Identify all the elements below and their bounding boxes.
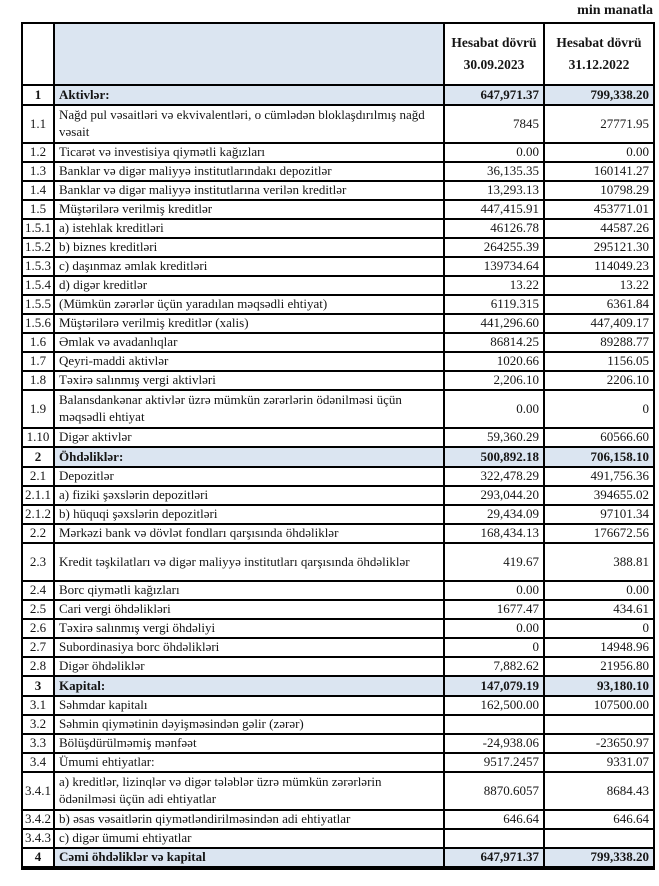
row-value-previous: 394655.02 (544, 486, 654, 505)
row-value-previous: 453771.01 (544, 200, 654, 219)
row-value-current: 500,892.18 (444, 447, 544, 467)
table-row (22, 238, 654, 257)
row-label: Balansdankənar aktivlər üzrə mümkün zərərlərin ödənilməsi üçün məqsədli ehtiyat (54, 390, 444, 428)
row-number: 2.5 (22, 600, 54, 619)
row-label: Ticarət və investisiya qiymətli kağızları (54, 143, 444, 162)
table-row (22, 105, 654, 143)
row-number: 2.1 (22, 467, 54, 486)
row-number: 4 (22, 848, 54, 868)
row-value-previous: 107500.00 (544, 696, 654, 715)
table-body (22, 85, 654, 868)
row-number: 2.2 (22, 524, 54, 543)
table-row (22, 505, 654, 524)
row-label: Cari vergi öhdəlikləri (54, 600, 444, 619)
row-value-previous: 13.22 (544, 276, 654, 295)
row-number: 2.8 (22, 657, 54, 676)
row-label: Digər öhdəliklər (54, 657, 444, 676)
row-label: Müştərilərə verilmiş kreditlər (xalis) (54, 314, 444, 333)
row-label: Subordinasiya borc öhdəlikləri (54, 638, 444, 657)
table-row (22, 447, 654, 467)
row-number: 2.1.1 (22, 486, 54, 505)
row-value-current: 647,971.37 (444, 85, 544, 105)
row-number: 1.10 (22, 428, 54, 447)
row-label: (Mümkün zərərlər üçün yaradılan məqsədli ehtiyat) (54, 295, 444, 314)
row-label: Müştərilərə verilmiş kreditlər (54, 200, 444, 219)
row-number: 3.3 (22, 734, 54, 753)
row-label: Mərkəzi bank və dövlət fondları qarşısında öhdəliklər (54, 524, 444, 543)
row-value-previous: 21956.80 (544, 657, 654, 676)
row-label: a) fiziki şəxslərin depozitləri (54, 486, 444, 505)
row-value-current: 322,478.29 (444, 467, 544, 486)
row-label: d) digər kreditlər (54, 276, 444, 295)
table-row (22, 734, 654, 753)
row-value-current: 29,434.09 (444, 505, 544, 524)
row-value-current: 147,079.19 (444, 676, 544, 696)
table-row (22, 390, 654, 428)
row-number: 3.4.2 (22, 810, 54, 829)
row-label: c) digər ümumi ehtiyatlar (54, 829, 444, 848)
row-number: 2.1.2 (22, 505, 54, 524)
table-row (22, 638, 654, 657)
row-value-current (444, 715, 544, 734)
table-row (22, 848, 654, 868)
row-value-previous: 295121.30 (544, 238, 654, 257)
row-value-previous: 8684.43 (544, 772, 654, 810)
row-number: 2.7 (22, 638, 54, 657)
row-label: b) əsas vəsaitlərin qiymətləndirilməsindən adi ehtiyatlar (54, 810, 444, 829)
row-value-current: 162,500.00 (444, 696, 544, 715)
row-label: Depozitlər (54, 467, 444, 486)
row-value-current (444, 829, 544, 848)
row-value-previous: 0.00 (544, 143, 654, 162)
row-value-previous: 491,756.36 (544, 467, 654, 486)
row-number: 3.4.1 (22, 772, 54, 810)
row-value-current: 6119.315 (444, 295, 544, 314)
row-value-previous: 44587.26 (544, 219, 654, 238)
row-label: b) hüquqi şəxslərin depozitləri (54, 505, 444, 524)
row-value-current: 441,296.60 (444, 314, 544, 333)
table-row (22, 524, 654, 543)
row-number: 1.8 (22, 371, 54, 390)
table-row (22, 200, 654, 219)
row-number: 1.5.3 (22, 257, 54, 276)
header-period-previous (544, 23, 654, 85)
row-number: 1.5.5 (22, 295, 54, 314)
table-row (22, 600, 654, 619)
row-label: Öhdəliklər: (54, 447, 444, 467)
table-row (22, 85, 654, 105)
row-value-previous: 799,338.20 (544, 85, 654, 105)
row-value-current: 0.00 (444, 581, 544, 600)
row-label: b) biznes kreditləri (54, 238, 444, 257)
row-number: 3 (22, 676, 54, 696)
table-row (22, 257, 654, 276)
row-value-previous: 0.00 (544, 581, 654, 600)
row-value-previous: 14948.96 (544, 638, 654, 657)
row-value-previous: 6361.84 (544, 295, 654, 314)
row-label: Təxirə salınmış vergi aktivləri (54, 371, 444, 390)
row-value-current: 59,360.29 (444, 428, 544, 447)
row-label: Borc qiymətli kağızları (54, 581, 444, 600)
row-value-current: 139734.64 (444, 257, 544, 276)
table-row (22, 371, 654, 390)
row-value-previous (544, 715, 654, 734)
table-row (22, 162, 654, 181)
row-number: 3.1 (22, 696, 54, 715)
row-value-previous: 89288.77 (544, 333, 654, 352)
balance-sheet-table (21, 22, 655, 870)
table-row (22, 696, 654, 715)
row-value-current: 419.67 (444, 543, 544, 581)
row-number: 1.2 (22, 143, 54, 162)
table-row (22, 486, 654, 505)
row-value-previous: 434.61 (544, 600, 654, 619)
row-value-previous: 176672.56 (544, 524, 654, 543)
table-row (22, 543, 654, 581)
row-label: Əmlak və avadanlıqlar (54, 333, 444, 352)
row-value-previous: 27771.95 (544, 105, 654, 143)
period-label-current: Hesabat dövrü (451, 35, 537, 51)
row-number: 1.3 (22, 162, 54, 181)
row-number: 3.2 (22, 715, 54, 734)
row-value-previous: 9331.07 (544, 753, 654, 772)
row-value-current: 13,293.13 (444, 181, 544, 200)
row-value-current: 647,971.37 (444, 848, 544, 868)
row-label: c) daşınmaz əmlak kreditləri (54, 257, 444, 276)
row-value-current: 36,135.35 (444, 162, 544, 181)
table-row (22, 143, 654, 162)
table-row (22, 428, 654, 447)
row-value-previous: 799,338.20 (544, 848, 654, 868)
table-row (22, 772, 654, 810)
table-row (22, 676, 654, 696)
table-row (22, 295, 654, 314)
row-number: 2.6 (22, 619, 54, 638)
row-value-current: 9517.2457 (444, 753, 544, 772)
header-row (22, 23, 654, 85)
row-value-current: 0 (444, 638, 544, 657)
row-value-current: 7,882.62 (444, 657, 544, 676)
row-label: Cəmi öhdəliklər və kapital (54, 848, 444, 868)
table-row (22, 314, 654, 333)
row-number: 1.5.1 (22, 219, 54, 238)
row-value-previous: 114049.23 (544, 257, 654, 276)
row-number: 1.7 (22, 352, 54, 371)
row-number: 2.4 (22, 581, 54, 600)
row-value-current: 646.64 (444, 810, 544, 829)
row-value-current: 264255.39 (444, 238, 544, 257)
table-row (22, 753, 654, 772)
row-number: 1.9 (22, 390, 54, 428)
row-value-previous: 388.81 (544, 543, 654, 581)
table-row (22, 219, 654, 238)
row-value-previous: 0 (544, 390, 654, 428)
row-value-previous: 60566.60 (544, 428, 654, 447)
row-value-current: 0.00 (444, 143, 544, 162)
table-row (22, 810, 654, 829)
row-value-current: 13.22 (444, 276, 544, 295)
row-number: 1.1 (22, 105, 54, 143)
row-label: Səhmin qiymətinin dəyişməsindən gəlir (zərər) (54, 715, 444, 734)
unit-label: min manatla (577, 3, 653, 18)
row-label: Nağd pul vəsaitləri və ekvivalentləri, o cümlədən bloklaşdırılmış nağd vəsait (54, 105, 444, 143)
row-value-current: 0.00 (444, 390, 544, 428)
row-value-current: 1677.47 (444, 600, 544, 619)
row-number: 1.5.2 (22, 238, 54, 257)
row-value-current: -24,938.06 (444, 734, 544, 753)
row-label: Bölüşdürülməmiş mənfəət (54, 734, 444, 753)
row-label: Aktivlər: (54, 85, 444, 105)
row-value-current: 1020.66 (444, 352, 544, 371)
row-value-previous: 97101.34 (544, 505, 654, 524)
row-value-previous: 10798.29 (544, 181, 654, 200)
row-value-previous: 706,158.10 (544, 447, 654, 467)
row-value-previous: -23650.97 (544, 734, 654, 753)
table-row (22, 467, 654, 486)
row-label: Banklar və digər maliyyə institutlarındakı depozitlər (54, 162, 444, 181)
header-number-cell (22, 23, 54, 85)
row-value-current: 7845 (444, 105, 544, 143)
row-value-previous: 646.64 (544, 810, 654, 829)
table-row (22, 581, 654, 600)
row-label: Təxirə salınmış vergi öhdəliyi (54, 619, 444, 638)
row-value-previous: 160141.27 (544, 162, 654, 181)
row-number: 1 (22, 85, 54, 105)
row-value-current: 293,044.20 (444, 486, 544, 505)
table-row (22, 619, 654, 638)
row-number: 2 (22, 447, 54, 467)
row-number: 1.6 (22, 333, 54, 352)
period-date-current: 30.09.2023 (463, 57, 525, 72)
period-label-previous: Hesabat dövrü (556, 35, 642, 51)
table-row (22, 333, 654, 352)
row-value-current: 8870.6057 (444, 772, 544, 810)
row-label: Səhmdar kapitalı (54, 696, 444, 715)
row-number: 1.5.6 (22, 314, 54, 333)
period-date-previous: 31.12.2022 (568, 57, 630, 72)
table-row (22, 657, 654, 676)
row-value-current: 0.00 (444, 619, 544, 638)
table-row (22, 829, 654, 848)
row-label: Kapital: (54, 676, 444, 696)
row-value-previous: 1156.05 (544, 352, 654, 371)
table-row (22, 276, 654, 295)
row-label: Ümumi ehtiyatlar: (54, 753, 444, 772)
row-label: a) istehlak kreditləri (54, 219, 444, 238)
row-value-current: 447,415.91 (444, 200, 544, 219)
header-description-cell (54, 23, 444, 85)
row-number: 1.5 (22, 200, 54, 219)
row-value-current: 46126.78 (444, 219, 544, 238)
row-value-previous: 93,180.10 (544, 676, 654, 696)
table-row (22, 352, 654, 371)
row-label: Kredit təşkilatları və digər maliyyə institutları qarşısında öhdəliklər (54, 543, 444, 581)
row-label: Qeyri-maddi aktivlər (54, 352, 444, 371)
row-value-current: 86814.25 (444, 333, 544, 352)
header-period-current (444, 23, 544, 85)
table-header (22, 23, 654, 85)
row-number: 3.4 (22, 753, 54, 772)
table-row (22, 181, 654, 200)
row-label: Digər aktivlər (54, 428, 444, 447)
row-number: 1.5.4 (22, 276, 54, 295)
row-value-current: 2,206.10 (444, 371, 544, 390)
row-value-previous: 0 (544, 619, 654, 638)
row-value-current: 168,434.13 (444, 524, 544, 543)
row-value-previous: 447,409.17 (544, 314, 654, 333)
row-label: a) kreditlər, lizinqlər və digər tələblər üzrə mümkün zərərlərin ödənilməsi üçün adi ehtiyatlar (54, 772, 444, 810)
row-number: 1.4 (22, 181, 54, 200)
row-label: Banklar və digər maliyyə institutlarına verilən kreditlər (54, 181, 444, 200)
row-value-previous (544, 829, 654, 848)
row-number: 2.3 (22, 543, 54, 581)
row-number: 3.4.3 (22, 829, 54, 848)
table-row (22, 715, 654, 734)
row-value-previous: 2206.10 (544, 371, 654, 390)
